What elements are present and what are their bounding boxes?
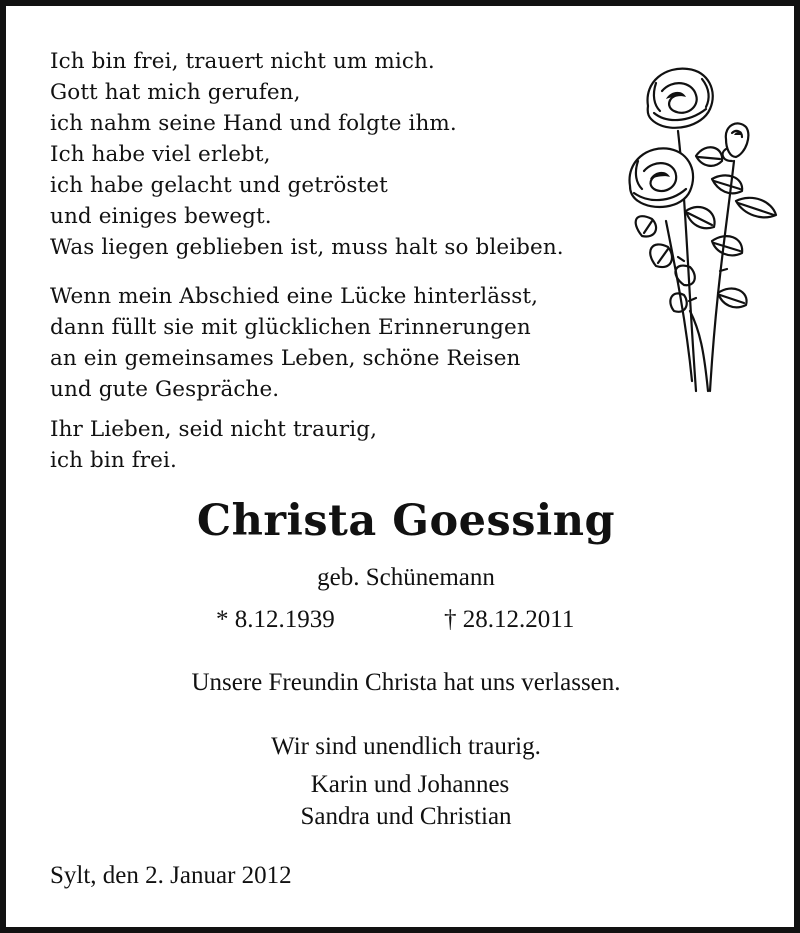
poem-line: ich habe gelacht und getröstet bbox=[50, 173, 388, 198]
poem-stanza-2 bbox=[50, 281, 620, 405]
grief-line: Wir sind unendlich traurig. bbox=[271, 733, 541, 760]
signer: Sandra und Christian bbox=[300, 803, 512, 830]
poem-line: und gute Gespräche. bbox=[50, 377, 280, 402]
poem-line: ich nahm seine Hand und folgte ihm. bbox=[50, 111, 457, 136]
poem-line: Was liegen geblieben ist, muss halt so bleiben. bbox=[50, 235, 564, 260]
maiden-name: geb. Schünemann bbox=[317, 564, 495, 591]
poem-line: ich bin frei. bbox=[50, 448, 177, 473]
poem-line: und einiges bewegt. bbox=[50, 204, 272, 229]
signer: Karin und Johannes bbox=[310, 771, 510, 798]
poem-stanza-3 bbox=[50, 414, 620, 476]
notice-text: Unsere Freundin Christa hat uns verlassen. bbox=[191, 669, 621, 696]
birth-date: * 8.12.1939 bbox=[216, 606, 335, 633]
poem-line: an ein gemeinsames Leben, schöne Reisen bbox=[50, 346, 521, 371]
poem-line: dann füllt sie mit glücklichen Erinnerungen bbox=[50, 315, 531, 340]
poem-stanza-1 bbox=[50, 46, 620, 263]
signers bbox=[6, 769, 800, 833]
poem-line: Wenn mein Abschied eine Lücke hinterlässt, bbox=[50, 284, 539, 309]
deceased-name: Christa Goessing bbox=[196, 496, 616, 546]
poem-line: Ihr Lieben, seid nicht traurig, bbox=[50, 417, 378, 442]
death-date: † 28.12.2011 bbox=[444, 606, 575, 633]
poem-line: Ich habe viel erlebt, bbox=[50, 142, 271, 167]
place-date: Sylt, den 2. Januar 2012 bbox=[50, 862, 292, 889]
poem-line: Ich bin frei, trauert nicht um mich. bbox=[50, 49, 435, 74]
poem-line: Gott hat mich gerufen, bbox=[50, 80, 301, 105]
rose-bouquet-icon bbox=[626, 61, 786, 401]
